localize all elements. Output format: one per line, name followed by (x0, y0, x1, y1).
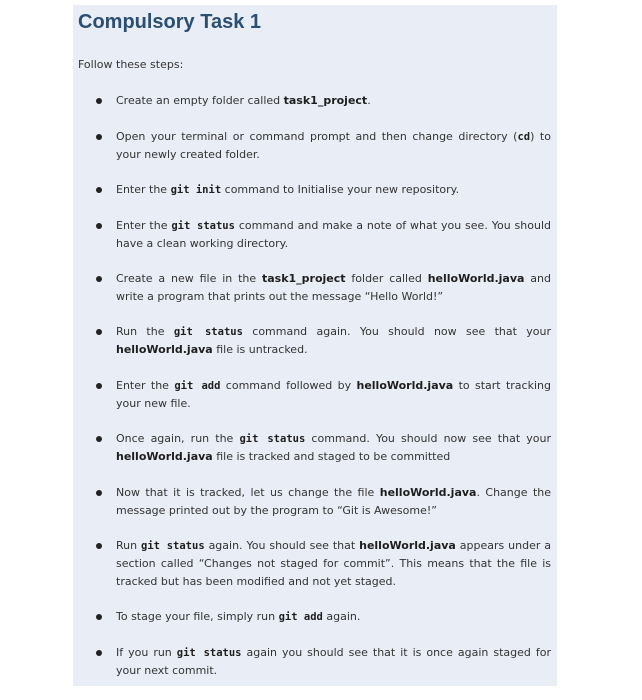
bullet-icon (96, 134, 102, 140)
step-10: Run git status again. You should see that helloWorld.java appears under a section called “Changes not staged for commit”. This means that the file is tracked but has been modified and not yet staged. (116, 537, 551, 591)
step-6: Run the git status command again. You should now see that your helloWorld.java file is untracked. (116, 323, 551, 359)
step-12: If you run git status again you should see that it is once again staged for your next commit. (116, 644, 551, 680)
bullet-icon (96, 383, 102, 389)
bullet-icon (96, 490, 102, 496)
bullet-icon (96, 223, 102, 229)
task-panel (73, 5, 557, 686)
bullet-icon (96, 329, 102, 335)
bullet-icon (96, 436, 102, 442)
step-9: Now that it is tracked, let us change the file helloWorld.java. Change the message printed out by the program to “Git is Awesome!” (116, 484, 551, 520)
bullet-icon (96, 98, 102, 104)
step-1: Create an empty folder called task1_project. (116, 92, 551, 110)
bullet-icon (96, 187, 102, 193)
step-5: Create a new file in the task1_project folder called helloWorld.java and write a program that prints out the message “Hello World!” (116, 270, 551, 306)
step-2: Open your terminal or command prompt and then change directory (cd) to your newly created folder. (116, 128, 551, 164)
bullet-icon (96, 650, 102, 656)
bullet-icon (96, 614, 102, 620)
bullet-icon (96, 276, 102, 282)
step-7: Enter the git add command followed by helloWorld.java to start tracking your new file. (116, 377, 551, 413)
intro-text: Follow these steps: (78, 58, 184, 71)
step-3: Enter the git init command to Initialise your new repository. (116, 181, 551, 199)
step-8: Once again, run the git status command. You should now see that your helloWorld.java file is tracked and staged to be committed (116, 430, 551, 466)
step-11: To stage your file, simply run git add again. (116, 608, 551, 626)
page-title: Compulsory Task 1 (78, 11, 262, 33)
bullet-icon (96, 543, 102, 549)
step-4: Enter the git status command and make a note of what you see. You should have a clean working directory. (116, 217, 551, 253)
